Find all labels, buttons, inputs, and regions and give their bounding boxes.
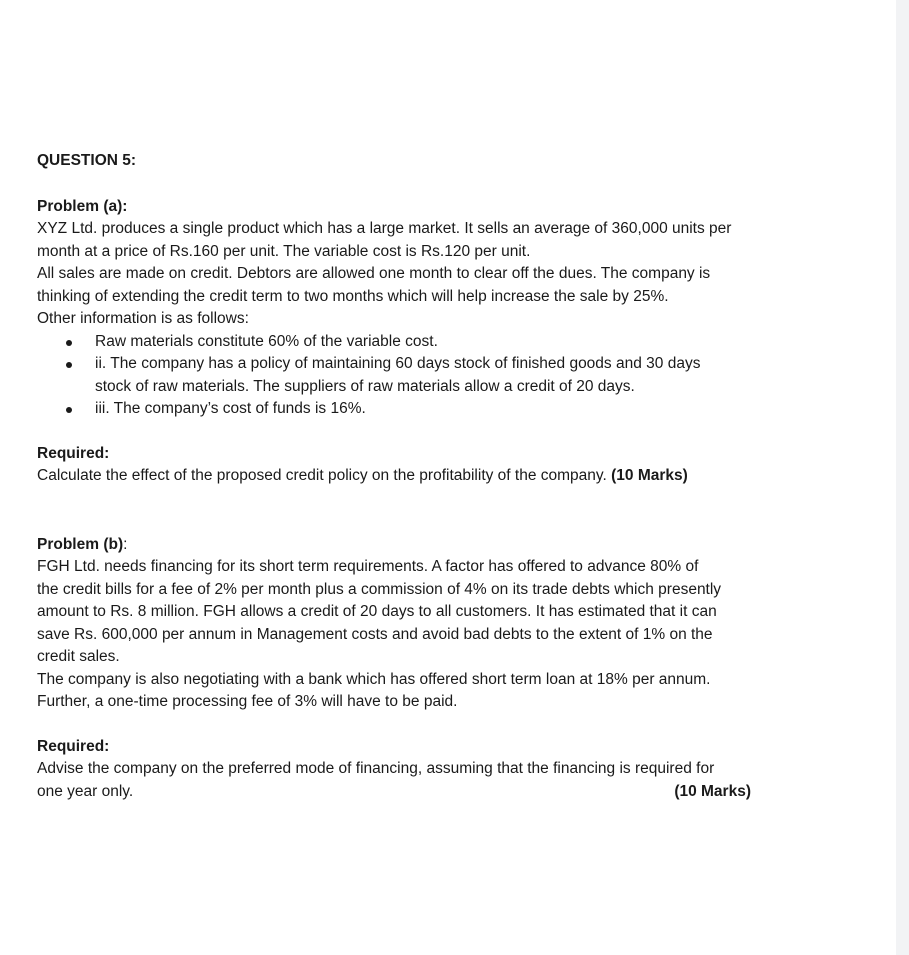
question-title: QUESTION 5: [37,152,137,169]
problem-a-line: month at a price of Rs.160 per unit. The variable cost is Rs.120 per unit. [37,242,531,260]
problem-a-required-text [37,465,797,488]
problem-a-line: thinking of extending the credit term to two months which will help increase the sale by 25%. [37,287,669,305]
problem-b-line: amount to Rs. 8 million. FGH allows a credit of 20 days to all customers. It has estimated that it can [37,603,717,620]
problem-b-line: Further, a one-time processing fee of 3% will have to be paid. [37,693,458,710]
problem-a-line: All sales are made on credit. Debtors are allowed one month to clear off the dues. The company is [37,265,711,282]
problem-b-line: save Rs. 600,000 per annum in Management costs and avoid bad debts to the extent of 1% on the [37,625,713,643]
marks-label: (10 Marks) [674,782,751,800]
bullet-item [37,398,797,421]
required-text: one year only. [37,782,134,800]
bullet-text: Raw materials constitute 60% of the variable cost. [95,332,438,350]
problem-a-line: Other information is as follows: [37,310,249,327]
problem-b-heading-line [37,534,797,557]
problem-a-heading: Problem (a): [37,197,128,215]
bullet-dot-icon [66,407,72,413]
marks-label: (10 Marks) [611,467,688,484]
problem-a-section [37,196,797,488]
bullet-dot-icon [66,362,72,368]
problem-b-required-last-line [37,781,751,804]
problem-b-heading: Problem (b) [37,535,124,553]
required-text: Calculate the effect of the proposed credit policy on the profitability of the company. [37,467,607,484]
info-bullet-list [37,331,797,421]
bullet-dot-icon [66,340,72,346]
bullet-item [37,331,797,354]
problem-a-required-heading: Required: [37,444,110,462]
problem-b-heading-colon: : [123,535,128,553]
problem-b-line: credit sales. [37,648,120,665]
problem-b-line: FGH Ltd. needs financing for its short term requirements. A factor has offered to advance 80% of [37,558,699,575]
bullet-text: stock of raw materials. The suppliers of raw materials allow a credit of 20 days. [95,377,635,395]
problem-a-line: XYZ Ltd. produces a single product which has a large market. It sells an average of 360,000 units per [37,220,732,237]
problem-b-required-line: Advise the company on the preferred mode of financing, assuming that the financing is required for [37,760,715,777]
right-margin-strip [896,0,909,955]
bullet-item [37,353,797,398]
problem-b-section [37,534,797,804]
problem-b-line: The company is also negotiating with a bank which has offered short term loan at 18% per annum. [37,670,711,688]
bullet-text: ii. The company has a policy of maintaining 60 days stock of finished goods and 30 days [95,355,701,372]
document-page [37,150,797,803]
problem-b-line: the credit bills for a fee of 2% per month plus a commission of 4% on its trade debts which presently [37,580,722,598]
problem-b-required-heading: Required: [37,737,110,755]
bullet-text: iii. The company’s cost of funds is 16%. [95,400,366,417]
